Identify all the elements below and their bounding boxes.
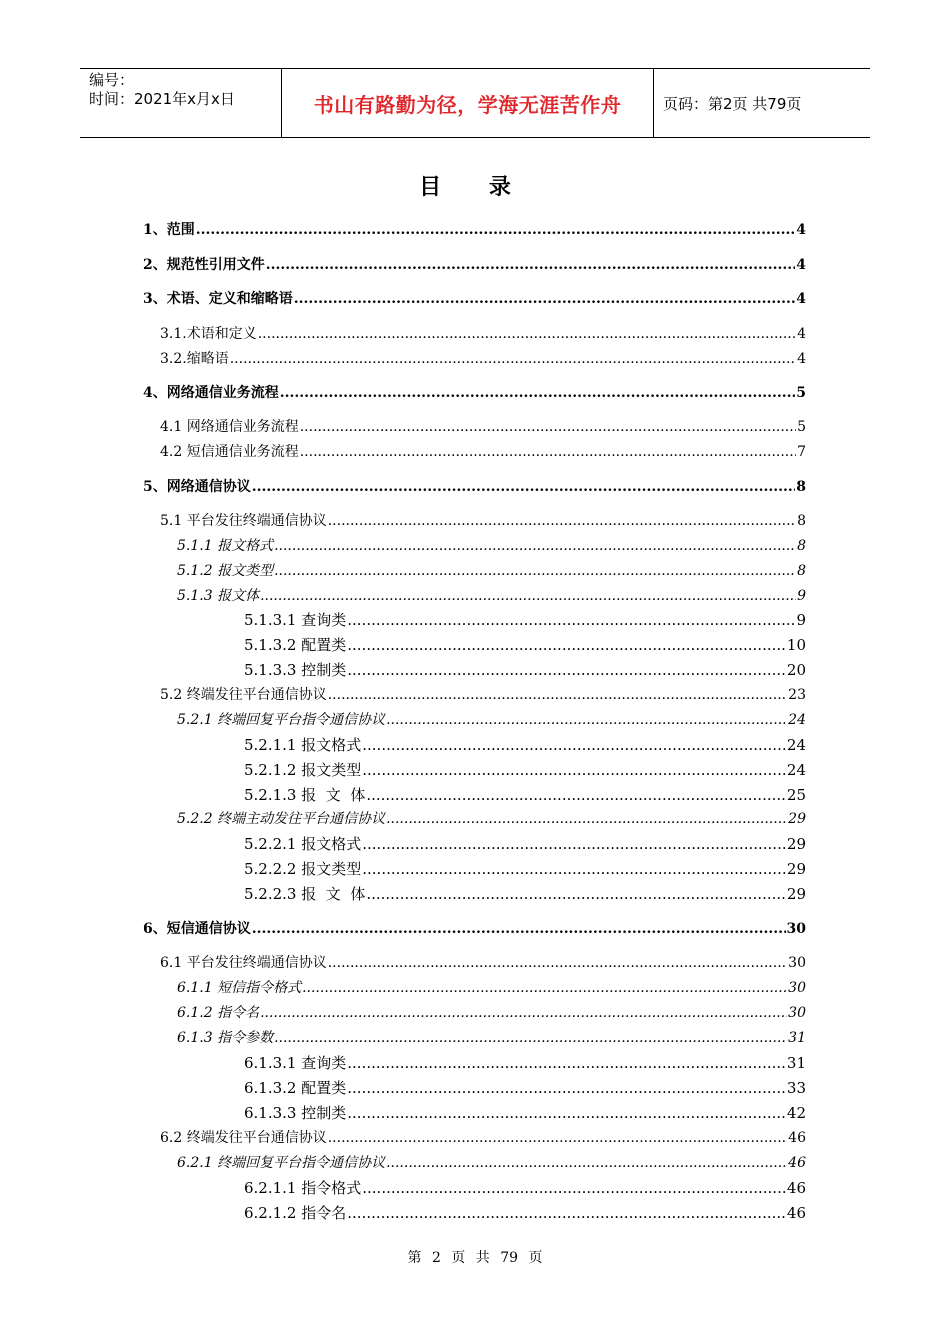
toc-leader [347,1203,786,1223]
toc-entry-page: 8 [797,563,806,579]
toc-entry[interactable] [160,953,806,973]
toc-entry-page: 10 [786,636,806,654]
toc-entry-page: 30 [788,1005,806,1021]
toc-entry-label: 4、网络通信业务流程 [143,385,279,401]
toc-entry[interactable] [244,760,806,780]
toc-entry[interactable] [244,884,806,904]
toc-leader [347,660,786,680]
toc-entry[interactable] [244,610,806,630]
toc-entry-page: 33 [786,1079,806,1097]
toc-entry[interactable] [177,978,806,998]
toc-entry[interactable] [177,710,806,730]
toc-entry-page: 46 [788,1155,806,1171]
toc-entry-page: 4 [796,257,806,273]
toc-entry[interactable] [177,1028,806,1048]
toc-entry-label: 5.1 平台发往终端通信协议 [160,513,327,529]
toc-leader [300,442,796,462]
toc-entry-page: 8 [797,538,806,554]
toc-entry[interactable] [244,660,806,680]
toc-entry[interactable] [244,1053,806,1073]
toc-entry[interactable] [244,1078,806,1098]
toc-entry-label: 5.2.2.1 报文格式 [244,835,362,853]
toc-leader [328,1128,787,1148]
toc-entry-page: 5 [797,419,806,435]
toc-entry-label: 6.1.3.1 查询类 [244,1054,347,1072]
toc-leader [302,978,787,998]
toc-entry-page: 24 [786,736,806,754]
toc-entry-label: 2、规范性引用文件 [143,257,265,273]
toc-entry[interactable] [143,383,806,403]
toc-leader [347,1053,786,1073]
toc-entry[interactable] [143,477,806,497]
toc-entry-page: 30 [788,980,806,996]
toc-leader [280,383,796,403]
toc-entry-label: 6.2.1.1 指令格式 [244,1179,362,1197]
toc-leader [347,610,795,630]
toc-entry[interactable] [143,919,806,939]
toc-entry[interactable] [244,1103,806,1123]
toc-entry-label: 3、术语、定义和缩略语 [143,291,293,307]
toc-entry[interactable] [160,685,806,705]
toc-entry-label: 3.1.术语和定义 [160,326,257,342]
toc-leader [274,1028,787,1048]
toc-title: 目 录 [419,175,531,200]
toc-leader [252,919,786,939]
toc-entry[interactable] [177,1003,806,1023]
toc-entry-label: 6.2.1 终端回复平台指令通信协议 [177,1155,386,1171]
toc-entry-page: 4 [796,222,806,238]
toc-entry-page: 8 [797,513,806,529]
toc-entry-label: 6.1.3 指令参数 [177,1030,274,1046]
toc-entry[interactable] [160,511,806,531]
toc-leader [260,1003,787,1023]
toc-entry-label: 6.1 平台发往终端通信协议 [160,955,327,971]
toc-entry-label: 6.1.3.3 控制类 [244,1104,347,1122]
toc-entry-page: 31 [786,1054,806,1072]
serial-label: 编号： [89,71,135,89]
toc-leader [386,1153,787,1173]
toc-entry-label: 5、网络通信协议 [143,479,251,495]
toc-entry-label: 5.1.3.1 查询类 [244,611,347,629]
toc-entry-label: 6.2.1.2 指令名 [244,1204,347,1222]
toc-entry-page: 23 [788,687,806,703]
toc-entry[interactable] [244,1203,806,1223]
toc-leader [366,785,786,805]
toc-entry-page: 4 [797,326,806,342]
toc-entry[interactable] [244,1178,806,1198]
toc-entry[interactable] [244,859,806,879]
toc-entry-page: 30 [786,921,806,937]
toc-entry-label: 5.2.1 终端回复平台指令通信协议 [177,712,386,728]
toc-entry-label: 5.2.2.3 报 文 体 [244,885,366,903]
toc-entry-label: 5.2.1.1 报文格式 [244,736,362,754]
toc-entry-label: 5.2.2.2 报文类型 [244,860,362,878]
time-label: 时间：2021年x月x日 [89,90,235,108]
toc-entry-page: 29 [786,835,806,853]
toc-entry-page: 9 [796,611,806,629]
toc-entry-page: 46 [786,1204,806,1222]
toc-entry[interactable] [177,1153,806,1173]
toc-entry[interactable] [160,442,806,462]
toc-leader [362,760,786,780]
toc-entry[interactable] [143,255,806,275]
toc-leader [274,536,796,556]
toc-entry-label: 6、短信通信协议 [143,921,251,937]
toc-entry-page: 24 [786,761,806,779]
toc-entry-label: 4.2 短信通信业务流程 [160,444,299,460]
toc-entry-page: 5 [796,385,806,401]
header-page-info: 页码：第2页 共79页 [663,94,802,113]
toc-entry-page: 4 [796,291,806,307]
toc-entry-label: 5.1.3.3 控制类 [244,661,347,679]
toc-entry[interactable] [177,536,806,556]
toc-entry-label: 4.1 网络通信业务流程 [160,419,299,435]
toc-leader [386,710,787,730]
header-meta [80,69,282,137]
page-header [80,68,870,138]
toc-entry-page: 30 [788,955,806,971]
toc-entry-page: 8 [796,479,806,495]
toc-entry-page: 42 [786,1104,806,1122]
toc-entry[interactable] [160,324,806,344]
toc-entry-page: 29 [786,860,806,878]
toc-entry-page: 20 [786,661,806,679]
toc-leader [347,1103,786,1123]
toc-entry[interactable] [143,220,806,240]
toc-entry-label: 6.1.3.2 配置类 [244,1079,347,1097]
toc-entry-page: 4 [797,351,806,367]
toc-leader [328,511,796,531]
toc-entry-page: 9 [797,588,806,604]
toc-entry-page: 25 [786,786,806,804]
toc-leader [347,1078,786,1098]
toc-leader [266,255,796,275]
toc-entry-page: 29 [786,885,806,903]
toc-entry-page: 7 [797,444,806,460]
toc-leader [260,586,796,606]
toc-leader [328,953,787,973]
toc-leader [196,220,796,240]
toc-entry-label: 6.2 终端发往平台通信协议 [160,1130,327,1146]
toc-entry-label: 6.1.1 短信指令格式 [177,980,302,996]
toc-entry-label: 5.1.1 报文格式 [177,538,274,554]
toc-entry-label: 3.2.缩略语 [160,351,229,367]
toc-entry[interactable] [160,1128,806,1148]
toc-leader [300,417,796,437]
toc-entry-page: 46 [788,1130,806,1146]
toc-leader [294,289,796,309]
toc-entry[interactable] [177,561,806,581]
toc-entry-label: 5.2.1.3 报 文 体 [244,786,366,804]
toc-entry[interactable] [160,349,806,369]
toc-leader [258,324,796,344]
toc-entry-label: 6.1.2 指令名 [177,1005,260,1021]
toc-leader [362,1178,786,1198]
toc-entry[interactable] [244,834,806,854]
toc-leader [347,635,786,655]
toc-leader [386,809,787,829]
toc-entry[interactable] [143,289,806,309]
header-motto: 书山有路勤为径，学海无涯苦作舟 [282,69,654,137]
toc-entry[interactable] [244,735,806,755]
toc-entry[interactable] [160,417,806,437]
toc-entry-page: 29 [788,811,806,827]
toc-entry-label: 5.2.2 终端主动发往平台通信协议 [177,811,386,827]
toc-entry-page: 31 [788,1030,806,1046]
toc-entry-label: 5.2.1.2 报文类型 [244,761,362,779]
toc-entry-label: 5.1.3.2 配置类 [244,636,347,654]
toc-leader [366,884,786,904]
toc-leader [328,685,787,705]
toc-entry-page: 46 [786,1179,806,1197]
toc-leader [362,834,786,854]
toc-entry-label: 5.1.3 报文体 [177,588,260,604]
toc-entry-label: 1、范围 [143,222,195,238]
toc-entry[interactable] [244,635,806,655]
toc-leader [362,735,786,755]
page-footer: 第 2 页 共 79 页 [407,1250,543,1266]
toc-leader [362,859,786,879]
toc-entry-label: 5.2 终端发往平台通信协议 [160,687,327,703]
toc-leader [252,477,796,497]
toc-entry[interactable] [177,809,806,829]
toc-leader [274,561,796,581]
toc-entry[interactable] [177,586,806,606]
toc-leader [230,349,796,369]
toc-entry-page: 24 [788,712,806,728]
toc-entry-label: 5.1.2 报文类型 [177,563,274,579]
toc-entry[interactable] [244,785,806,805]
